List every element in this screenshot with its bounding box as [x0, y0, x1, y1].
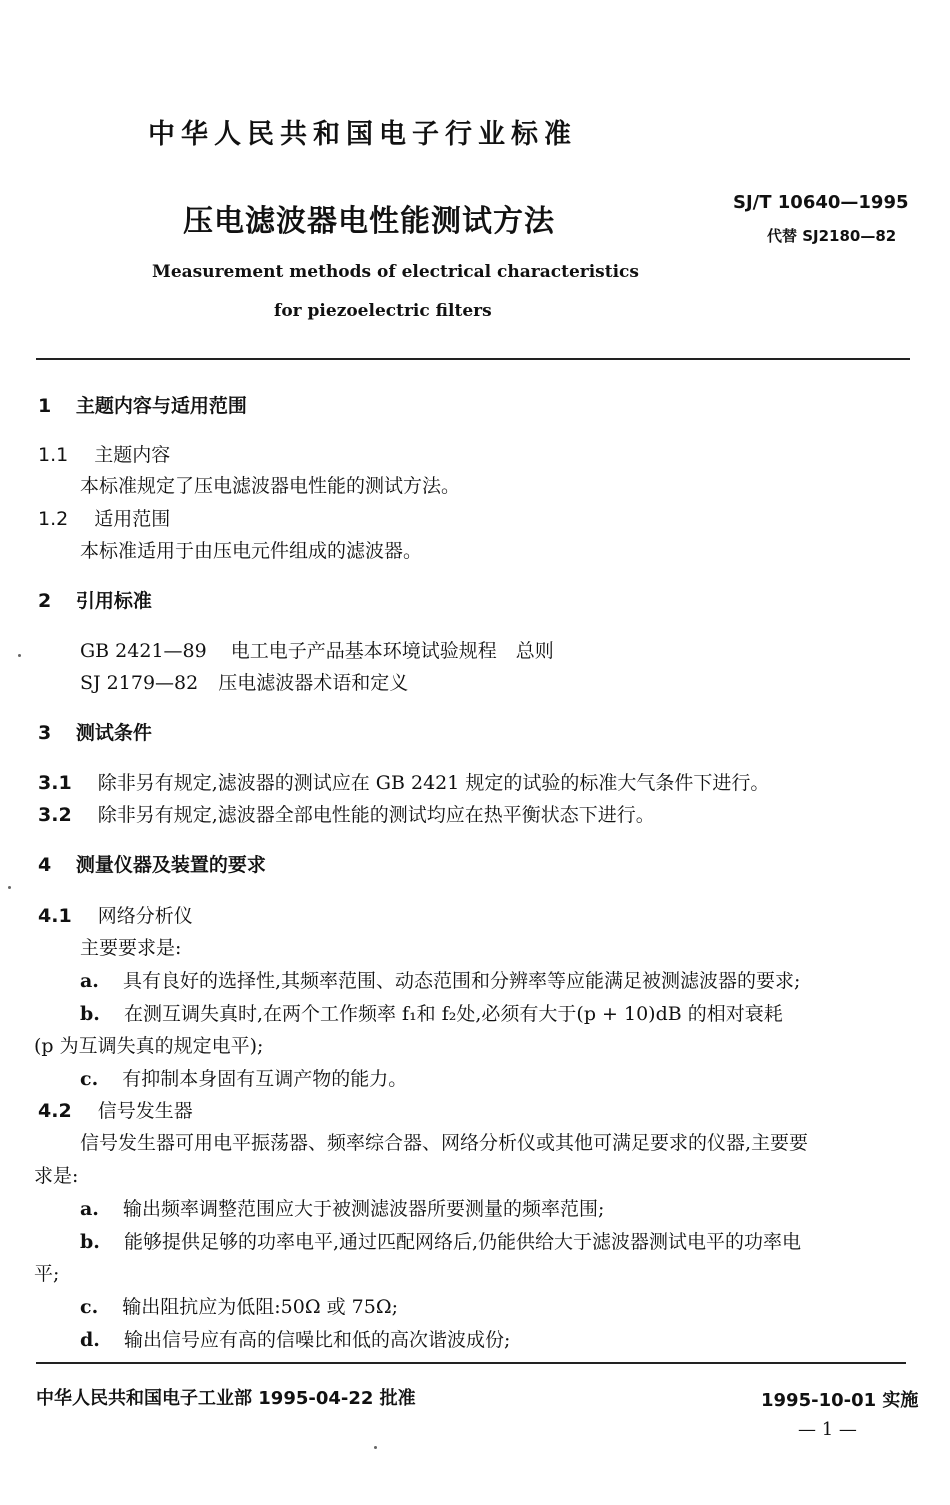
footer-rule [36, 1362, 906, 1364]
list-item-continuation: 平; [34, 1263, 60, 1285]
reference-title: 电工电子产品基本环境试验规程 总则 [230, 640, 554, 662]
section-title: 网络分析仪 [97, 905, 193, 927]
approval-line: 中华人民共和国电子工业部 1995-04-22 批准 [36, 1388, 416, 1409]
section-body: 除非另有规定,滤波器全部电性能的测试均应在热平衡状态下进行。 [97, 804, 655, 826]
item-text: 具有良好的选择性,其频率范围、动态范围和分辨率等应能满足被测滤波器的要求; [122, 970, 801, 992]
section-title: 适用范围 [94, 508, 171, 530]
section-4-1-heading [38, 901, 193, 928]
section-3-2 [38, 800, 655, 827]
scan-speck [18, 654, 21, 657]
org-title: 中华人民共和国电子行业标准 [148, 119, 577, 150]
doc-title-cn: 压电滤波器电性能测试方法 [183, 204, 555, 239]
section-1-1-body: 本标准规定了压电滤波器电性能的测试方法。 [80, 475, 461, 497]
item-text: 能够提供足够的功率电平,通过匹配网络后,仍能供给大于滤波器测试电平的功率电 [123, 1231, 802, 1253]
item-label: c. [80, 1068, 99, 1090]
section-1-2-heading [38, 504, 170, 531]
item-label: a. [80, 970, 99, 992]
section-4-heading [38, 850, 266, 877]
section-3-1 [38, 768, 769, 795]
title-en-line1: Measurement methods of electrical characteristics [152, 262, 639, 282]
item-text: 有抑制本身固有互调产物的能力。 [122, 1068, 408, 1090]
reference-item [80, 668, 408, 695]
section-4-2-intro-continuation: 求是: [34, 1165, 79, 1187]
list-item [80, 1194, 604, 1221]
section-number: 3.1 [38, 772, 72, 794]
item-label: b. [80, 1231, 100, 1253]
scan-speck [374, 1446, 377, 1449]
list-item [80, 1325, 510, 1352]
section-number: 1 [38, 395, 52, 417]
reference-code: GB 2421—89 [80, 640, 207, 662]
item-label: c. [80, 1296, 99, 1318]
list-item [80, 999, 783, 1026]
reference-item [80, 636, 554, 663]
section-3-heading [38, 718, 152, 745]
section-number: 1.2 [38, 508, 69, 530]
item-label: a. [80, 1198, 99, 1220]
scan-speck [8, 886, 11, 889]
section-4-2-heading [38, 1096, 193, 1123]
effective-date: 1995-10-01 实施 [761, 1390, 919, 1411]
item-text: 在测互调失真时,在两个工作频率 f₁和 f₂处,必须有大于(p + 10)dB 的相对衰耗 [123, 1003, 783, 1025]
list-item [80, 966, 800, 993]
section-number: 4.1 [38, 905, 72, 927]
section-title: 测量仪器及装置的要求 [75, 854, 266, 876]
section-title: 信号发生器 [97, 1100, 193, 1122]
page-number: — 1 — [798, 1419, 857, 1440]
section-number: 3 [38, 722, 52, 744]
list-item [80, 1064, 407, 1091]
list-item-continuation: (p 为互调失真的规定电平); [34, 1035, 264, 1057]
doc-number: SJ/T 10640—1995 [733, 192, 909, 213]
section-1-heading [38, 391, 247, 418]
section-body: 除非另有规定,滤波器的测试应在 GB 2421 规定的试验的标准大气条件下进行。 [97, 772, 770, 794]
item-text: 输出信号应有高的信噪比和低的高次谐波成份; [123, 1329, 511, 1351]
section-number: 4 [38, 854, 52, 876]
section-title: 测试条件 [75, 722, 152, 744]
item-label: d. [80, 1329, 100, 1351]
list-item [80, 1292, 398, 1319]
title-en-line2: for piezoelectric filters [274, 301, 492, 321]
section-number: 3.2 [38, 804, 72, 826]
reference-code: SJ 2179—82 [80, 672, 199, 694]
section-number: 1.1 [38, 444, 69, 466]
item-label: b. [80, 1003, 100, 1025]
header-rule [36, 358, 910, 360]
item-text: 输出频率调整范围应大于被测滤波器所要测量的频率范围; [122, 1198, 605, 1220]
section-title: 主题内容 [94, 444, 171, 466]
section-number: 2 [38, 590, 52, 612]
section-4-2-intro: 信号发生器可用电平振荡器、频率综合器、网络分析仪或其他可满足要求的仪器,主要要 [80, 1132, 809, 1154]
section-4-1-intro: 主要要求是: [80, 937, 182, 959]
item-text: 输出阻抗应为低阻:50Ω 或 75Ω; [122, 1296, 398, 1318]
section-2-heading [38, 586, 152, 613]
section-1-2-body: 本标准适用于由压电元件组成的滤波器。 [80, 540, 423, 562]
section-title: 引用标准 [75, 590, 152, 612]
section-title: 主题内容与适用范围 [75, 395, 247, 417]
replaces-standard: 代替 SJ2180—82 [767, 227, 897, 245]
section-1-1-heading [38, 440, 170, 467]
reference-title: 压电滤波器术语和定义 [218, 672, 409, 694]
section-number: 4.2 [38, 1100, 72, 1122]
list-item [80, 1227, 801, 1254]
